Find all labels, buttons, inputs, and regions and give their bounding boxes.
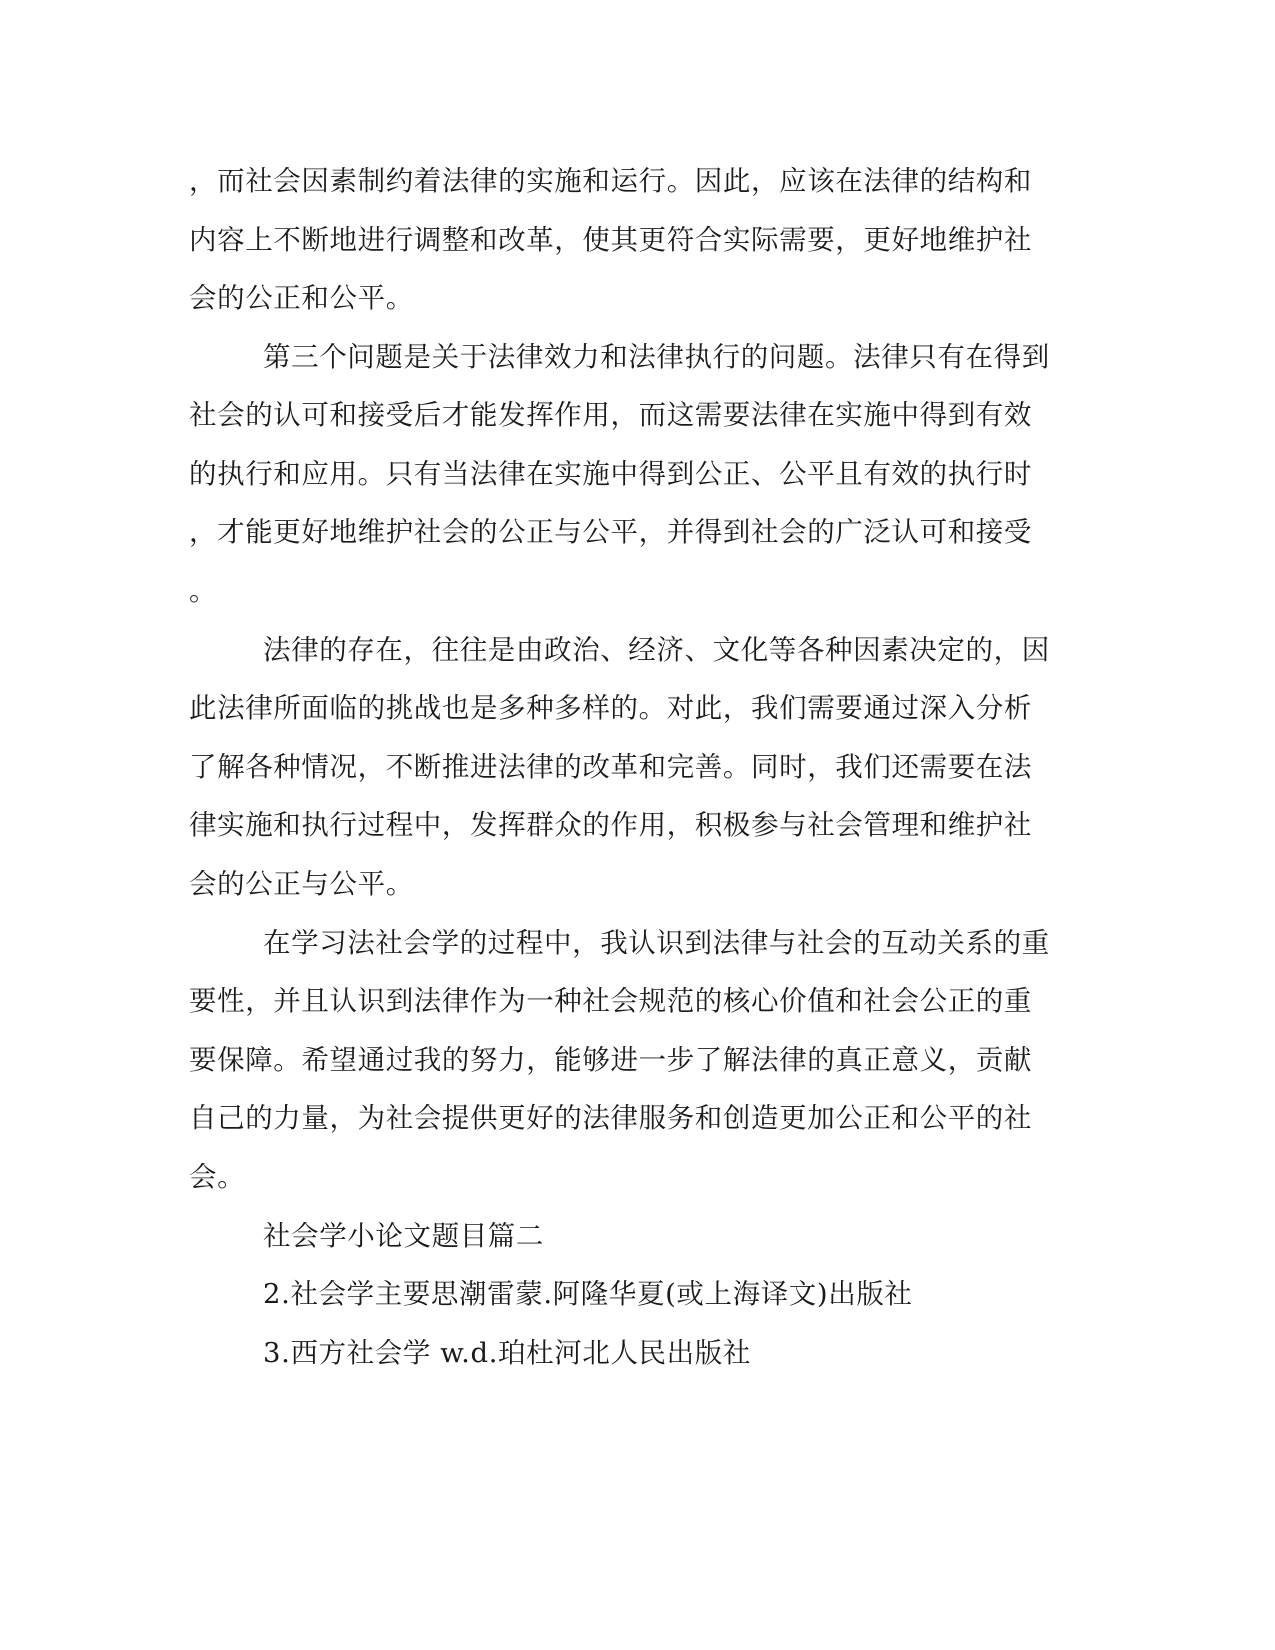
text-line: 会。 [189,1161,246,1193]
paragraph-start: 法律的存在，往往是由政治、经济、文化等各种因素决定的，因 [263,634,1050,666]
text-line: 。 [189,575,218,607]
text-line: 律实施和执行过程中，发挥群众的作用，积极参与社会管理和维护社 [189,809,1032,841]
text-line: 此法律所面临的挑战也是多种多样的。对此，我们需要通过深入分析 [189,692,1032,724]
paragraph-start: 第三个问题是关于法律效力和法律执行的问题。法律只有在得到 [263,341,1050,373]
text-line: ，而社会因素制约着法律的实施和运行。因此，应该在法律的结构和 [189,165,1032,197]
text-line: 内容上不断地进行调整和改革，使其更符合实际需要，更好地维护社 [189,224,1032,256]
text-line: 的执行和应用。只有当法律在实施中得到公正、公平且有效的执行时 [189,458,1032,490]
text-line: 要性，并且认识到法律作为一种社会规范的核心价值和社会公正的重 [189,985,1032,1017]
text-line: 了解各种情况，不断推进法律的改革和完善。同时，我们还需要在法 [189,751,1032,783]
text-line: ，才能更好地维护社会的公正与公平，并得到社会的广泛认可和接受 [189,516,1032,548]
section-heading: 社会学小论文题目篇二 [263,1220,544,1252]
text-line: 要保障。希望通过我的努力，能够进一步了解法律的真正意义，贡献 [189,1044,1032,1076]
reference-item: 2.社会学主要思潮雷蒙.阿隆华夏(或上海译文)出版社 [263,1278,913,1310]
text-line: 自己的力量，为社会提供更好的法律服务和创造更加公正和公平的社 [189,1102,1032,1134]
text-line: 会的公正和公平。 [189,282,414,314]
text-line: 会的公正与公平。 [189,868,414,900]
text-line: 社会的认可和接受后才能发挥作用，而这需要法律在实施中得到有效 [189,399,1032,431]
reference-item: 3.西方社会学 w.d.珀杜河北人民出版社 [263,1337,751,1369]
paragraph-start: 在学习法社会学的过程中，我认识到法律与社会的互动关系的重 [263,927,1050,959]
